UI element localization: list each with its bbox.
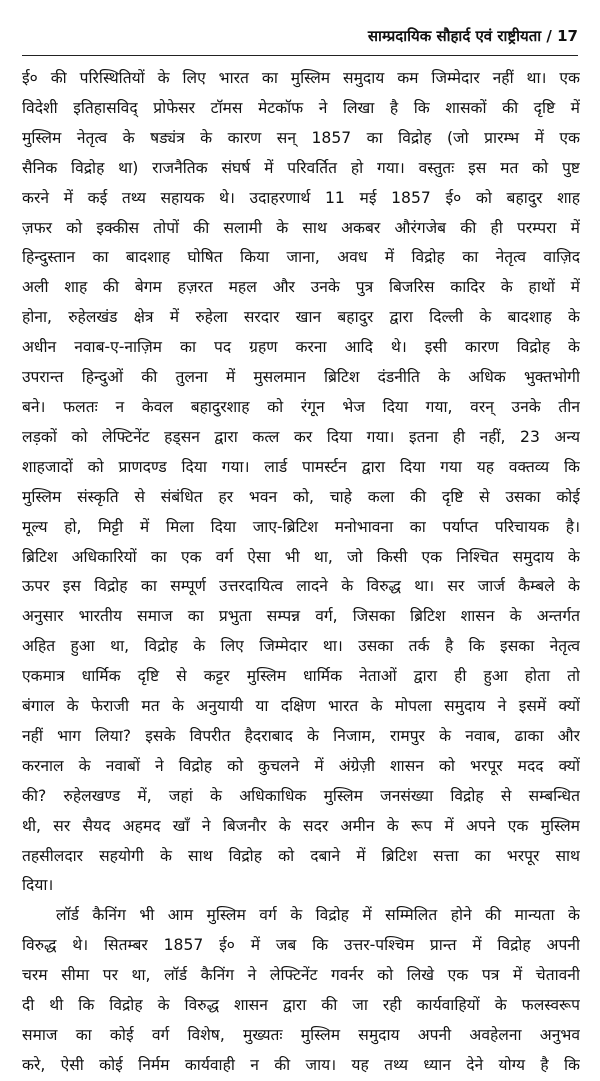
text-line: लड़कों को लेफ्टिनेंट हड्सन द्वारा कत्ल कर दिया गया। इतना ही नहीं, 23 अन्य <box>22 427 580 446</box>
page-number: 17 <box>557 27 578 45</box>
text-line: मूल्य हो, मिट्टी में मिला दिया जाए-ब्रिटिश मनोभावना का पर्याप्त परिचायक है। <box>22 517 580 536</box>
text-line: बंगाल के फेराजी मत के अनुयायी या दक्षिण भारत के मोपला समुदाय ने इसमें क्यों <box>22 697 580 716</box>
text-line: अहित हुआ था, विद्रोह के लिए जिम्मेदार था। उसका तर्क है कि इसका नेतृत्व <box>22 637 580 656</box>
paragraph-1 <box>22 64 580 901</box>
text-line: करने में कई तथ्य सहायक थे। उदाहरणार्थ 11 मई 1857 ई० को बहादुर शाह <box>22 188 580 207</box>
text-line: अधीन नवाब-ए-नाज़िम का पद ग्रहण करना आदि थे। इसी कारण विद्रोह के <box>22 338 580 357</box>
text-line: मुस्लिम नेतृत्व के षड्यंत्र के कारण सन् 1857 का विद्रोह (जो प्रारम्भ में एक <box>22 128 580 147</box>
text-line: मुस्लिम संस्कृति से संबंधित हर भवन को, चाहे कला की दृष्टि से उसका कोई <box>22 487 580 506</box>
running-head-separator: / <box>546 27 552 45</box>
text-line: चरम सीमा पर था, लॉर्ड कैनिंग ने लेफ्टिनेंट गवर्नर को लिखे एक पत्र में चेतावनी <box>22 966 580 985</box>
text-line: तहसीलदार सहयोगी के साथ विद्रोह को दबाने में ब्रिटिश सत्ता का भरपूर साथ <box>22 846 580 865</box>
text-line: एकमात्र धार्मिक दृष्टि से कट्टर मुस्लिम धार्मिक नेताओं द्वारा ही हुआ होता तो <box>22 667 580 686</box>
text-line: ब्रिटिश अधिकारियों का एक वर्ग ऐसा भी था, जो किसी एक निश्चित समुदाय के <box>22 547 580 566</box>
text-line: होना, रुहेलखंड क्षेत्र में रुहेला सरदार खान बहादुर द्वारा दिल्ली के बादशाह के <box>22 308 580 327</box>
text-line: की? रुहेलखण्ड में, जहां के अधिकाधिक मुस्लिम जनसंख्या विद्रोह से सम्बन्धित <box>22 786 580 805</box>
text-line: नहीं भाग लिया? इसके विपरीत हैदराबाद के निजाम, रामपुर के नवाब, ढाका और <box>22 726 580 745</box>
text-line: ऊपर इस विद्रोह का सम्पूर्ण उत्तरदायित्व लादने के विरुद्ध था। सर जार्ज कैम्बले के <box>22 577 580 596</box>
text-line: करनाल के नवाबों ने विद्रोह को कुचलने में अंग्रेज़ी शासन को भरपूर मदद क्यों <box>22 756 580 775</box>
text-line: विदेशी इतिहासविद् प्रोफेसर टॉमस मेटकॉफ ने लिखा है कि शासकों की दृष्टि में <box>22 98 580 117</box>
text-line: उपरान्त हिन्दुओं की तुलना में मुसलमान ब्रिटिश दंडनीति के अधिक भुक्तभोगी <box>22 368 580 387</box>
text-line: करे, ऐसी कोई निर्मम कार्यवाही न की जाय। यह तथ्य ध्यान देने योग्य है कि <box>22 1055 580 1074</box>
text-line: दिया। <box>22 876 54 895</box>
header-rule <box>22 55 578 56</box>
running-head-title: साम्प्रदायिक सौहार्द एवं राष्ट्रीयता <box>367 27 542 45</box>
text-line: शाहजादों को प्राणदण्ड दिया गया। लार्ड पामर्स्टन द्वारा दिया गया यह वक्तव्य कि <box>22 457 580 476</box>
text-line: अली शाह की बेगम हज़रत महल और उनके पुत्र बिजरिस कादिर के हाथों में <box>22 278 580 297</box>
text-line: लॉर्ड कैनिंग भी आम मुस्लिम वर्ग के विद्रोह में सम्मिलित होने की मान्यता के <box>56 906 580 925</box>
text-line: थी, सर सैयद अहमद खाँ ने बिजनौर के सदर अमीन के रूप में अपने एक मुस्लिम <box>22 816 580 835</box>
text-line: दी थी कि विद्रोह के विरुद्ध शासन द्वारा की जा रही कार्यवाहियों के फलस्वरूप <box>22 996 580 1015</box>
text-line: बने। फलतः न केवल बहादुरशाह को रंगून भेज दिया गया, वरन् उनके तीन <box>22 397 580 416</box>
text-line: हिन्दुस्तान का बादशाह घोषित किया जाना, अवध में विद्रोह का नेतृत्व वाज़िद <box>22 248 580 267</box>
text-line: समाज का कोई वर्ग विशेष, मुख्यतः मुस्लिम समुदाय अपनी अवहेलना अनुभव <box>22 1026 580 1044</box>
text-line: विरुद्ध थे। सितम्बर 1857 ई० में जब कि उत्तर-पश्चिम प्रान्त में विद्रोह अपनी <box>22 936 580 955</box>
running-head <box>22 26 578 46</box>
text-line: ज़फर को इक्कीस तोपों की सलामी के साथ अकबर औरंगजेब की ही परम्परा में <box>22 218 580 237</box>
text-line: अनुसार भारतीय समाज का प्रभुता सम्पन्न वर्ग, जिसका ब्रिटिश शासन के अन्तर्गत <box>22 607 580 626</box>
body-text <box>22 64 580 1081</box>
paragraph-2 <box>22 901 580 1080</box>
text-line: सैनिक विद्रोह था) राजनैतिक संघर्ष में परिवर्तित हो गया। वस्तुतः इस मत को पुष्ट <box>22 158 580 177</box>
text-line: ई० की परिस्थितियों के लिए भारत का मुस्लिम समुदाय कम जिम्मेदार नहीं था। एक <box>22 69 580 87</box>
